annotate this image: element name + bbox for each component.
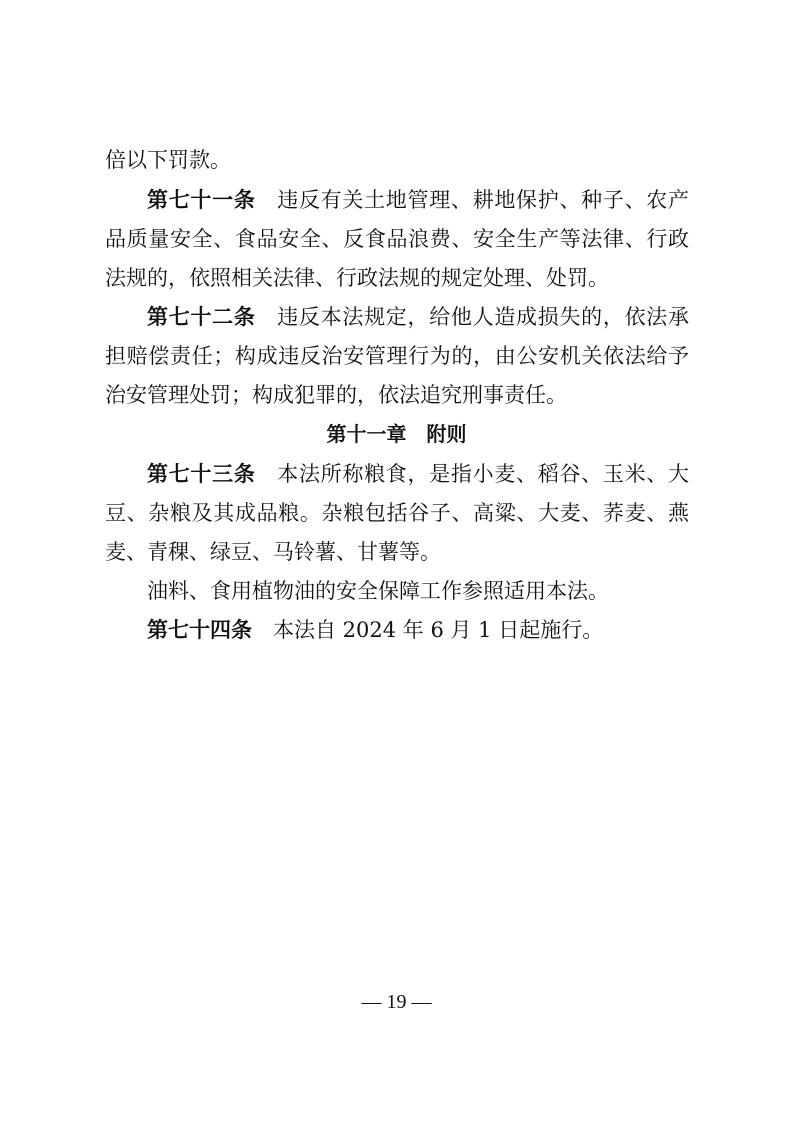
article-73-first-line	[147, 460, 689, 488]
text-line: 本法所称粮食，是指小麦、稻谷、玉米、大	[276, 462, 689, 486]
article-74-first-line	[147, 616, 689, 644]
article-73-label: 第七十三条	[147, 462, 256, 486]
text-line: 油料、食用植物油的安全保障工作参照适用本法。	[147, 579, 609, 603]
article-71-label: 第七十一条	[147, 188, 256, 212]
page-number: — 19 —	[361, 991, 432, 1013]
text-line: 麦、青稞、绿豆、马铃薯、甘薯等。	[105, 540, 441, 564]
text-line: 治安管理处罚；构成犯罪的，依法追究刑事责任。	[105, 383, 567, 407]
chapter-heading: 第十一章 附则	[326, 422, 467, 446]
text-line: 违反有关土地管理、耕地保护、种子、农产	[276, 188, 689, 212]
article-71-first-line	[147, 186, 689, 214]
text-line: 违反本法规定，给他人造成损失的，依法承	[276, 305, 689, 329]
article-72-label: 第七十二条	[147, 305, 256, 329]
text-line: 法规的，依照相关法律、行政法规的规定处理、处罚。	[105, 266, 609, 290]
article-74-label: 第七十四条	[147, 618, 252, 642]
text-line: 品质量安全、食品安全、反食品浪费、安全生产等法律、行政	[105, 227, 689, 251]
text-line: 倍以下罚款。	[105, 148, 231, 172]
text-line: 担赔偿责任；构成违反治安管理行为的，由公安机关依法给予	[105, 344, 689, 368]
text-line: 本法自 2024 年 6 月 1 日起施行。	[273, 618, 604, 642]
text-line: 豆、杂粮及其成品粮。杂粮包括谷子、高粱、大麦、荞麦、燕	[105, 501, 689, 525]
article-72-first-line	[147, 303, 689, 331]
